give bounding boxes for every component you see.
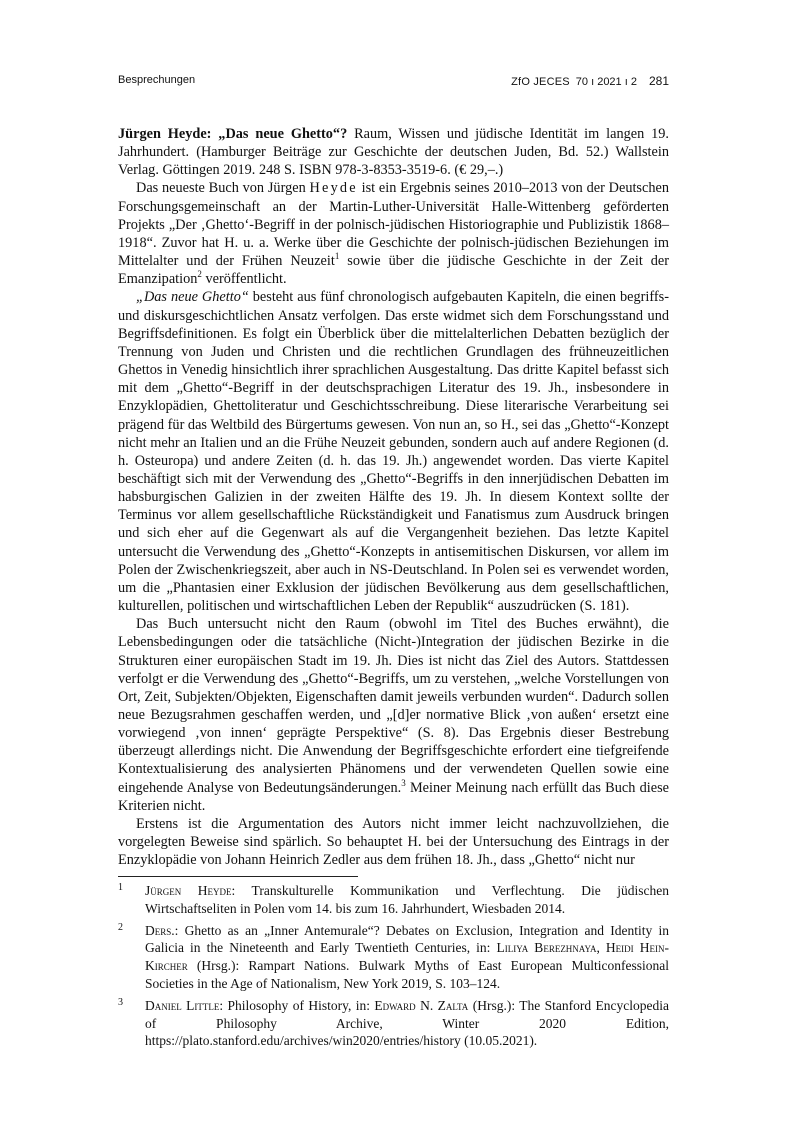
paragraph-1-text-c: sowie über die jüdische Geschichte in der Zeit der Emanzipation bbox=[118, 253, 669, 288]
footnote-number: 1 bbox=[118, 882, 123, 893]
review-author-title: Jürgen Heyde: „Das neue Ghetto“? bbox=[118, 126, 348, 142]
footnote-ref-3[interactable]: 3 bbox=[401, 777, 406, 788]
section-label: Besprechungen bbox=[118, 74, 196, 86]
journal-name: ZfO JECES bbox=[511, 76, 570, 88]
footnote-text-a: : Ghetto as an „Inner Antemurale“? Debates on Exclusion, Integration and Identity in Galicia in the Nineteenth and Early Twentieth Centuries, in: bbox=[145, 922, 669, 956]
footnote-1 bbox=[118, 882, 669, 918]
paragraph-3 bbox=[118, 615, 669, 815]
author-name-spaced: Heyde bbox=[309, 180, 358, 197]
paragraph-1-text-b: ist ein Ergebnis seines 2010–2013 von der Deutschen Forschungsgemeinschaft an der Martin-Luther-Universität Halle-Wittenberg geförderten Projekts „Der ‚Ghetto‘-Begriff in der polnisch-jüdischen Historiographie und Publizistik 1868–1918“. Zuvor hat H. u. a. Werke über die Geschichte der polnisch-jüdischen Beziehungen im Mittelalter und der Frühen Neuzeit bbox=[118, 180, 669, 270]
footnote-3 bbox=[118, 997, 669, 1050]
footnote-text: : Transkulturelle Kommunikation und Verflechtung. Die jüdischen Wirtschaftseliten in Polen vom 14. bis zum 16. Jahrhundert, Wiesbaden 2014. bbox=[145, 883, 669, 916]
footnote-ref-2[interactable]: 2 bbox=[197, 269, 202, 280]
issue-number: 70 ı 2021 ı 2 bbox=[575, 76, 637, 88]
footnote-text-a: : Philosophy of History, in: bbox=[219, 997, 375, 1013]
review-bibliography: Raum, Wissen und jüdische Identität im langen 19. Jahrhundert. (Hamburger Beiträge zur Geschichte der deutschen Juden, Bd. 52.) Wallstein Verlag. Göttingen 2019. 248 S. ISBN 978-3-8353-3519-6. (€ 29,–.) bbox=[118, 126, 669, 179]
paragraph-2-text: besteht aus fünf chronologisch aufgebauten Kapiteln, die einen begriffs- und diskursgeschichtlichen Ansatz verfolgen. Das erste widmet sich dem Forschungsstand und Begriffsdefinitionen. Es folgt ein Überblick über die mittelalterlichen Debatten bezüglich der Trennung von Juden und Christen und die rechtlichen Grundlagen des frühneuzeitlichen Ghettos in Venedig hinsichtlich ihrer sprachlichen Ausgestaltung. Das dritte Kapitel befasst sich mit dem „Ghetto“-Begriff in der deutschsprachigen Literatur des 19. Jh., insbesondere in Enzyklopädien, Ghettoliteratur und Geschichtsschreibung. Diese literarische Verarbeitung sei prägend für das Weltbild des Bürgertums gewesen. Von nun an, so H., sei das „Ghetto“-Konzept nicht mehr an Italien und an die Frühe Neuzeit gebunden, sondern auch auf andere Regionen (d. h. Osteuropa) und andere Zeiten (d. h. das 19. Jh.) angewendet worden. Das vierte Kapitel beschäftigt sich mit der Verwendung des „Ghetto“-Begriffs in den innerjüdischen Debatten im habsburgischen Galizien in der zweiten Hälfte des 19. Jh. In diesem Kontext sollte der Terminus vor allem gesellschaftliche Rückständigkeit und Fanatismus zum Ausdruck bringen und sich eher auf die Gegenwart als auf die Vergangenheit beziehen. Das letzte Kapitel untersucht die Verwendung des „Ghetto“-Konzepts in antisemitischen Diskursen, vor allem im Polen der Zwischenkriegszeit, aber auch in NS-Deutschland. In Polen sei es verwendet worden, um die „Phantasien einer Exklusion der jüdischen Bevölkerung aus dem gesellschaftlichen, kulturellen, politischen und wirtschaftlichen Leben der Republik“ auszudrücken (S. 181). bbox=[118, 289, 669, 615]
footnote-author: Daniel Little bbox=[145, 997, 220, 1013]
footnote-number: 2 bbox=[118, 921, 123, 933]
review-body bbox=[118, 125, 669, 869]
footnote-editors: Liliya Berezhnaya, Heidi Hein-Kircher bbox=[145, 940, 669, 974]
footnote-author: Ders. bbox=[145, 922, 175, 938]
paragraph-4: Erstens ist die Argumentation des Autors nicht immer leicht nachzuvollziehen, die vorgelegten Beweise sind spärlich. So behauptet H. bei der Untersuchung des Eintrags in der Enzyklopädie von Johann Heinrich Zedler aus dem frühen 18. Jh., dass „Ghetto“ nicht nur bbox=[118, 815, 669, 869]
footnote-separator bbox=[118, 876, 358, 877]
footnote-text-b: (Hrsg.): Rampart Nations. Bulwark Myths of East European Multiconfessional Societies in the Age of Nationalism, New York 2019, S. 103–124. bbox=[145, 958, 669, 991]
journal-info bbox=[511, 74, 669, 88]
footnotes bbox=[118, 882, 669, 1054]
paragraph-3-text-b: Meiner Meinung nach erfüllt das Buch diese Kriterien nicht. bbox=[118, 779, 670, 814]
footnote-author: Jürgen Heyde bbox=[145, 883, 232, 898]
footnote-number: 3 bbox=[118, 996, 123, 1008]
paragraph-3-text-a: Das Buch untersucht nicht den Raum (obwohl im Titel des Buches erwähnt), die Lebensbedingungen oder die tatsächliche (Nicht-)Integration der jüdischen Bezirke in die Strukturen einer europäischen Stadt im 19. Jh. Dies ist nicht das Ziel des Autors. Stattdessen verfolgt er die Verwendung des „Ghetto“-Begriffs, um zu verstehen, „welche Vorstellungen von Ort, Zeit, Subjekten/Objekten, Eigenschaften damit jeweils verbunden wurden“. Dadurch sollen neue Bezugsrahmen geschaffen werden, und „[d]er normative Blick ‚von außen‘ ersetzt eine vorwiegend ‚von innen‘ geprägte Perspektive“ (S. 8). Das Ergebnis dieser Bestrebung überzeugt allerdings nicht. Die Anwendung der Begriffsgeschichte erfordert eine tiefgreifende Kontextualisierung des analysierten Phänomens und der verwendeten Quellen sowie eine eingehende Analyse von Bedeutungsänderungen. bbox=[118, 616, 669, 796]
paragraph-2 bbox=[118, 288, 669, 615]
footnote-text-b: (Hrsg.): The Stanford Encyclopedia of Philosophy Archive, Winter 2020 Edition, https://plato.stanford.edu/archives/win2020/entries/history (10.05.2021). bbox=[145, 997, 669, 1049]
footnote-editor: Edward N. Zalta bbox=[374, 997, 469, 1013]
page-number: 281 bbox=[648, 74, 669, 88]
paragraph-1-text-d: veröffentlicht. bbox=[201, 271, 287, 288]
footnote-2 bbox=[118, 922, 669, 993]
footnote-ref-1[interactable]: 1 bbox=[334, 251, 340, 262]
paragraph-1 bbox=[118, 179, 669, 288]
running-header bbox=[118, 74, 669, 92]
review-heading bbox=[118, 125, 669, 179]
paragraph-1-text-a: Das neueste Buch von Jürgen bbox=[136, 180, 310, 197]
book-title-italic: „Das neue Ghetto“ bbox=[136, 289, 249, 306]
